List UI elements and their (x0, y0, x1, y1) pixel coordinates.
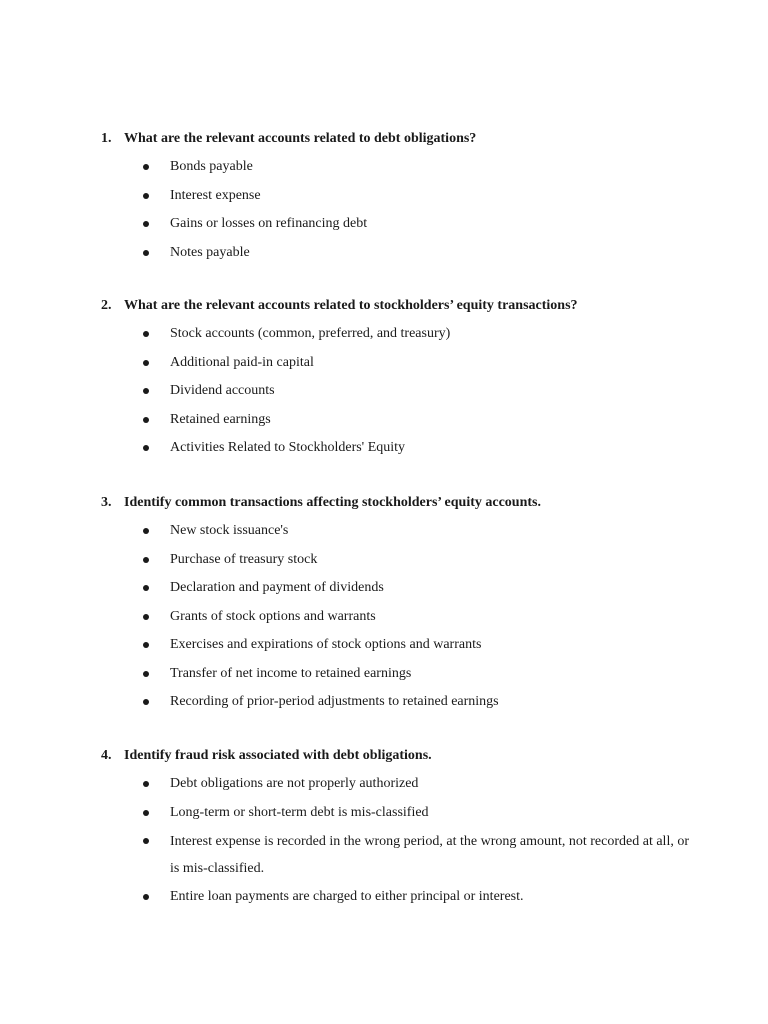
list-item-text: Notes payable (170, 244, 250, 260)
list-item (0, 578, 768, 607)
question-heading (0, 746, 768, 766)
question-number: 2. (101, 298, 112, 313)
list-item (0, 381, 768, 410)
list-item-text: Activities Related to Stockholders' Equity (170, 440, 406, 455)
list-item (0, 550, 768, 579)
question-text: What are the relevant accounts related to stockholders’ equity transactions? (124, 298, 578, 313)
bullet-icon (143, 445, 149, 451)
question-text: What are the relevant accounts related to debt obligations? (124, 131, 477, 146)
list-item-text: Declaration and payment of dividends (170, 580, 384, 595)
list-item (0, 887, 768, 916)
list-item-text: Exercises and expirations of stock options and warrants (170, 637, 482, 652)
question-heading (0, 493, 768, 513)
bullet-icon (143, 671, 149, 677)
bullet-icon (143, 585, 149, 591)
bullet-icon (143, 221, 149, 227)
list-item (0, 664, 768, 693)
bullet-icon (143, 894, 149, 900)
question-section-1 (0, 129, 768, 271)
list-item (0, 635, 768, 664)
answer-list (0, 324, 768, 467)
question-number: 3. (101, 495, 112, 510)
list-item-text: Debt obligations are not properly authorized (170, 776, 419, 791)
question-number: 4. (101, 748, 112, 763)
bullet-icon (143, 810, 149, 816)
list-item-text: Dividend accounts (170, 383, 275, 398)
answer-list (0, 774, 768, 916)
bullet-icon (143, 838, 149, 844)
list-item-text: Recording of prior-period adjustments to retained earnings (170, 694, 499, 709)
answer-list (0, 521, 768, 721)
bullet-icon (143, 193, 149, 199)
list-item (0, 438, 768, 467)
list-item (0, 521, 768, 550)
question-heading (0, 129, 768, 149)
list-item (0, 803, 768, 832)
bullet-icon (143, 331, 149, 337)
list-item (0, 831, 768, 887)
list-item-text: Purchase of treasury stock (170, 551, 318, 567)
list-item-text: Bonds payable (170, 159, 253, 174)
question-text: Identify fraud risk associated with debt obligations. (124, 748, 432, 763)
answer-list (0, 157, 768, 271)
list-item-text: Additional paid-in capital (170, 354, 314, 370)
bullet-icon (143, 699, 149, 705)
list-item-text: Entire loan payments are charged to either principal or interest. (170, 889, 524, 904)
bullet-icon (143, 614, 149, 620)
bullet-icon (143, 781, 149, 787)
bullet-icon (143, 164, 149, 170)
list-item (0, 243, 768, 272)
bullet-icon (143, 528, 149, 534)
list-item (0, 353, 768, 382)
list-item-text: Long-term or short-term debt is mis-classified (170, 804, 429, 820)
question-section-2 (0, 296, 768, 467)
question-text: Identify common transactions affecting stockholders’ equity accounts. (124, 495, 541, 510)
bullet-icon (143, 557, 149, 563)
question-section-3 (0, 493, 768, 721)
list-item (0, 774, 768, 803)
list-item-text: Grants of stock options and warrants (170, 608, 376, 624)
list-item (0, 324, 768, 353)
list-item (0, 214, 768, 243)
list-item-text: Transfer of net income to retained earnings (170, 665, 412, 681)
bullet-icon (143, 388, 149, 394)
question-section-4 (0, 746, 768, 916)
bullet-icon (143, 417, 149, 423)
question-number: 1. (101, 131, 112, 146)
list-item (0, 607, 768, 636)
list-item-text: Gains or losses on refinancing debt (170, 216, 368, 231)
bullet-icon (143, 360, 149, 366)
list-item (0, 186, 768, 215)
question-heading (0, 296, 768, 316)
list-item (0, 157, 768, 186)
list-item-text: New stock issuance's (170, 523, 289, 538)
list-item-text: Interest expense is recorded in the wrong period, at the wrong amount, not recorded at all, or is mis-classified. (170, 834, 689, 876)
list-item (0, 410, 768, 439)
list-item-text: Stock accounts (common, preferred, and treasury) (170, 326, 451, 341)
list-item-text: Interest expense (170, 187, 261, 203)
list-item (0, 692, 768, 721)
bullet-icon (143, 250, 149, 256)
list-item-text: Retained earnings (170, 411, 271, 427)
bullet-icon (143, 642, 149, 648)
